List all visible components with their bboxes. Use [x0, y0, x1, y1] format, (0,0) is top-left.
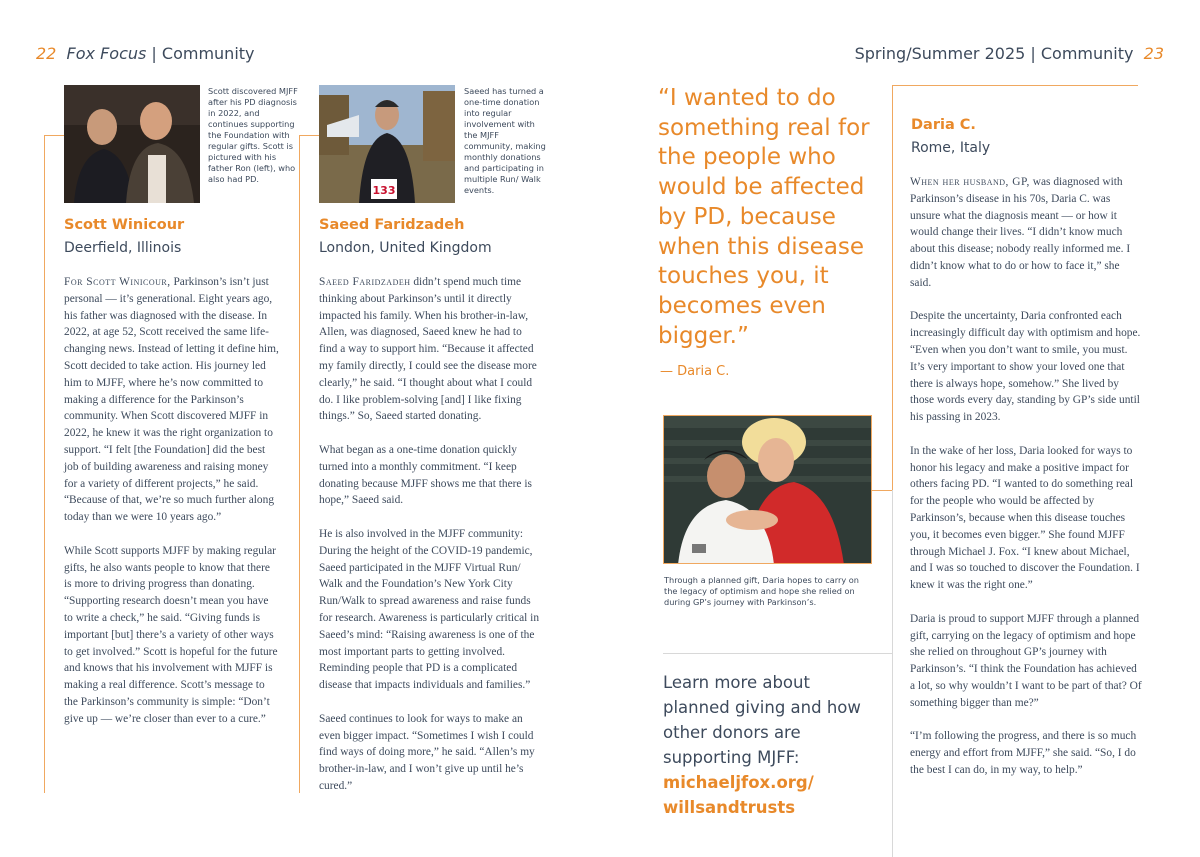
- magazine-title: Fox Focus: [66, 44, 147, 63]
- scott-location: Deerfield, Illinois: [64, 240, 182, 256]
- saeed-paragraph-4: Saeed continues to look for ways to make an even bigger impact. “Sometimes I wish I could find ways of doing more,” he said. “Allen’s my brother-in-law, and I won’t give up until he’s cured.”: [319, 712, 535, 792]
- daria-left-rule: [892, 85, 893, 490]
- scott-paragraph-1: For Scott Winicour, Parkinson’s isn’t just personal — it’s generational. Eight years ago, his father was diagnosed with the disease. In 2022, at age 52, Scott received the same life-changing news. Instead of letting it define him, Scott decided to take action. His journey led him to MJFF, where he’s now committed to making a difference for the Parkinson’s community. When Scott discovered MJFF in 2022, he knew it was the right organization to support. “I felt [the Foundation] did the best job of building awareness and raising money for a variety of different projects,” he said. “Because of that, we’re so much further along today than we were 10 years ago.”: [64, 276, 279, 524]
- daria-photo: [663, 415, 872, 564]
- right-page-number: 23: [1143, 44, 1164, 63]
- saeed-paragraph-3: He is also involved in the MJFF community: During the height of the COVID-19 pandemic, Saeed participated in the MJFF Virtual Run/ Walk and the Foundation’s New York City Run/Walk to spread awareness and raise funds for research. Awareness is particularly critical in Saeed’s mind: “Raising awareness is one of the most important parts to getting involved. Reminding people that PD is a complicated disease that impacts individuals and families.”: [319, 527, 540, 692]
- scott-photo-caption: Scott discovered MJFF after his PD diagnosis in 2022, and continues supporting the Foundation with regular gifts. Scott is pictured with his father Ron (left), who also had PD.: [208, 86, 298, 184]
- daria-photo-caption: Through a planned gift, Daria hopes to carry on the legacy of optimism and hope she relied on during GP’s journey with Parkinson’s.: [664, 575, 859, 607]
- left-section: | Community: [146, 44, 255, 63]
- cta-text: Learn more about planned giving and how other donors are supporting MJFF:: [663, 673, 861, 767]
- daria-photo-connector: [872, 490, 893, 491]
- saeed-lead: Saeed Faridzadeh: [319, 276, 411, 288]
- saeed-top-tick: [299, 135, 319, 136]
- scott-paragraph-2: While Scott supports MJFF by making regular gifts, he also wants people to know that there is more to driving progress than donating. “Supporting research doesn’t mean you have to write a check,” he said. “Giving funds is important [but] there’s a variety of other ways to get involved.” Scott is hopeful for the future and knows that his involvement with MJFF is making a real difference. Scott’s message to the Parkinson’s community is simple: “Don’t give up — we’re closer than ever to a cure.”: [64, 544, 278, 725]
- right-running-header: [855, 44, 1164, 63]
- daria-lower-rule: [892, 490, 893, 857]
- daria-paragraph-3: In the wake of her loss, Daria looked for ways to honor his legacy and make a positive impact for others facing PD. “I wanted to do something real for the people who would be affected by Parkinson’s, because when this disease touches you, it becomes even bigger.” She found MJFF through Michael J. Fox. “I knew about Michael, and I was so touched to discover the Foundation. I knew it was the right one.”: [910, 444, 1140, 592]
- scott-photo: [64, 85, 200, 203]
- left-running-header: [36, 44, 255, 63]
- scott-article-body: [64, 274, 279, 744]
- daria-lead: When her husband, GP,: [910, 176, 1030, 188]
- scott-name: Scott Winicour: [64, 217, 185, 233]
- pull-quote-attribution: — Daria C.: [660, 364, 730, 379]
- daria-paragraph-1: When her husband, GP, was diagnosed with Parkinson’s disease in his 70s, Daria C. was unsure what the diagnosis meant — or how it would change their lives. “I didn’t know much about this disease; nobody really informed me. I didn’t know what to do or how to face it,” she said.: [910, 176, 1131, 289]
- issue-section: Spring/Summer 2025 | Community: [854, 44, 1134, 63]
- daria-name: Daria C.: [911, 117, 976, 133]
- saeed-location: London, United Kingdom: [319, 240, 492, 256]
- daria-article-body: [910, 174, 1142, 795]
- saeed-photo: [319, 85, 455, 203]
- saeed-photo-caption: Saeed has turned a one-time donation into regular involvement with the MJFF community, making monthly donations and participating in multiple Run/ Walk events.: [464, 86, 546, 195]
- scott-lead: For Scott Winicour,: [64, 276, 171, 288]
- daria-location: Rome, Italy: [911, 140, 991, 156]
- saeed-left-rule: [299, 135, 300, 793]
- saeed-paragraph-2: What began as a one-time donation quickly turned into a monthly commitment. “I keep donating because MJFF shows me that there is hope,” Saeed said.: [319, 443, 532, 507]
- saeed-name: Saeed Faridzadeh: [319, 217, 465, 233]
- daria-paragraph-4: Daria is proud to support MJFF through a planned gift, carrying on the legacy of optimism and hope she relied on throughout GP’s journey with Parkinson’s. “I think the Foundation has achieved a lot, so why wouldn’t I want to be part of that? Of something bigger than me?”: [910, 612, 1142, 709]
- scott-left-rule: [44, 135, 45, 793]
- daria-paragraph-2: Despite the uncertainty, Daria confronted each increasingly difficult day with optimism and hope. “Even when you don’t want to smile, you must. It’s very important to show your loved one that there is always hope, somehow.” She lived by those words every day, standing by GP’s side until his passing in 2023.: [910, 310, 1141, 424]
- saeed-bib-number: 133: [372, 184, 396, 197]
- scott-top-tick: [44, 135, 64, 136]
- left-page-number: 22: [36, 44, 57, 63]
- daria-paragraph-5: “I’m following the progress, and there is so much energy and effort from MJFF,” she said. “So, I do the best I can do, in my way, to help.”: [910, 730, 1137, 776]
- wills-and-trusts-link[interactable]: michaeljfox.org/ willsandtrusts: [663, 773, 814, 817]
- cta-top-rule: [663, 653, 893, 654]
- pull-quote: “I wanted to do something real for the people who would be affected by PD, because when this disease touches you, it becomes even bigger.”: [658, 85, 870, 349]
- saeed-paragraph-1: Saeed Faridzadeh didn’t spend much time thinking about Parkinson’s until it directly impacted his family. When his brother-in-law, Allen, was diagnosed, Saeed knew he had to find a way to support him. “Because it affected my family directly, I could see the disease more clearly,” he said. “I thought about what I could do. I like problem-solving [and] I like fixing things.” So, Saeed started donating.: [319, 276, 537, 423]
- saeed-article-body: [319, 274, 541, 812]
- daria-top-rule: [892, 85, 1138, 86]
- planned-giving-callout: [663, 670, 881, 820]
